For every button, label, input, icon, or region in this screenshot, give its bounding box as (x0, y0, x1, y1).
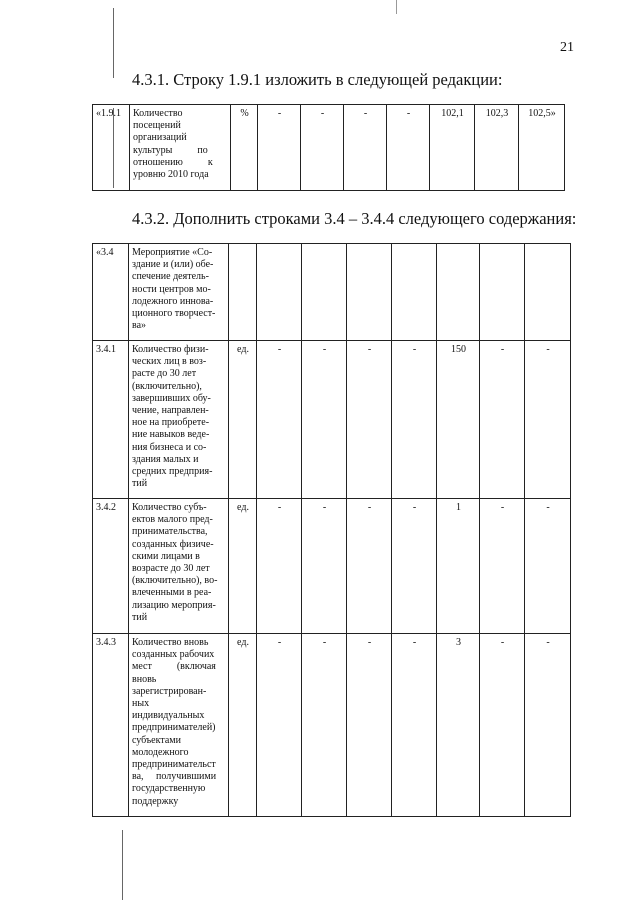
row-unit: ед. (229, 499, 257, 634)
row-name: Количество физи- ческих лиц в воз- расте до 30 лет (включительно), завершивших обу- чение, направлен- ное на приобрете- ние навыков веде- ния бизнеса и со- здания малых и средних предприя- тий (129, 341, 229, 499)
row-value: - (258, 105, 301, 191)
scan-mark (396, 0, 397, 14)
row-value: - (302, 499, 347, 634)
row-value: - (257, 341, 302, 499)
row-value: - (302, 341, 347, 499)
row-code: 3.4.3 (93, 634, 129, 817)
row-value (347, 244, 392, 341)
row-value (480, 244, 525, 341)
row-value (257, 244, 302, 341)
table-rows-3-4 (92, 243, 571, 817)
row-value (525, 244, 571, 341)
row-value: - (480, 499, 525, 634)
row-name: Количество субъ- ектов малого пред- принимательства, созданных физиче- скими лицами в возрасте до 30 лет (включительно), во- влеченными в реа- лизацию мероприя- тий (129, 499, 229, 634)
row-value: 3 (437, 634, 480, 817)
row-name: Мероприятие «Со- здание и (или) обе- спечение деятель- ности центров мо- лодежного иннова- ционного творчест- ва» (129, 244, 229, 341)
row-value: - (480, 341, 525, 499)
row-name: Количество посещений организаций культуры по отношению к уровню 2010 года (130, 105, 231, 191)
left-margin-line-bottom (122, 830, 123, 900)
row-value: - (301, 105, 344, 191)
row-value: - (347, 634, 392, 817)
row-unit: % (231, 105, 258, 191)
page-number: 21 (560, 40, 574, 55)
row-value (392, 244, 437, 341)
row-value: - (302, 634, 347, 817)
row-unit: ед. (229, 341, 257, 499)
left-margin-line-top (113, 8, 114, 78)
row-value: - (525, 499, 571, 634)
row-name: Количество вновь созданных рабочих мест (включая вновь зарегистрирован- ных индивидуальных предпринимателей) субъектами молодежного предпринимательст ва, получившими государственную поддержку (129, 634, 229, 817)
row-value: - (257, 634, 302, 817)
row-value: - (480, 634, 525, 817)
row-unit: ед. (229, 634, 257, 817)
row-value: 102,5» (519, 105, 565, 191)
row-code: «1.9.1 (93, 105, 130, 191)
section-2-heading: 4.3.2. Дополнить строками 3.4 – 3.4.4 следующего содержания: (132, 209, 577, 228)
row-value: - (525, 634, 571, 817)
row-value: - (257, 499, 302, 634)
row-code: 3.4.1 (93, 341, 129, 499)
row-value: 150 (437, 341, 480, 499)
row-value: 102,3 (475, 105, 519, 191)
row-value: - (344, 105, 387, 191)
row-value: 102,1 (430, 105, 475, 191)
table-row-1-9-1 (92, 104, 565, 191)
row-value (302, 244, 347, 341)
row-code: 3.4.2 (93, 499, 129, 634)
row-unit (229, 244, 257, 341)
row-value: - (347, 341, 392, 499)
row-value: - (525, 341, 571, 499)
row-value: - (392, 341, 437, 499)
row-value: - (387, 105, 430, 191)
row-code: «3.4 (93, 244, 129, 341)
row-value: - (347, 499, 392, 634)
row-value: - (392, 499, 437, 634)
row-value: 1 (437, 499, 480, 634)
section-1-heading: 4.3.1. Строку 1.9.1 изложить в следующей редакции: (132, 70, 503, 89)
row-value (437, 244, 480, 341)
row-value: - (392, 634, 437, 817)
